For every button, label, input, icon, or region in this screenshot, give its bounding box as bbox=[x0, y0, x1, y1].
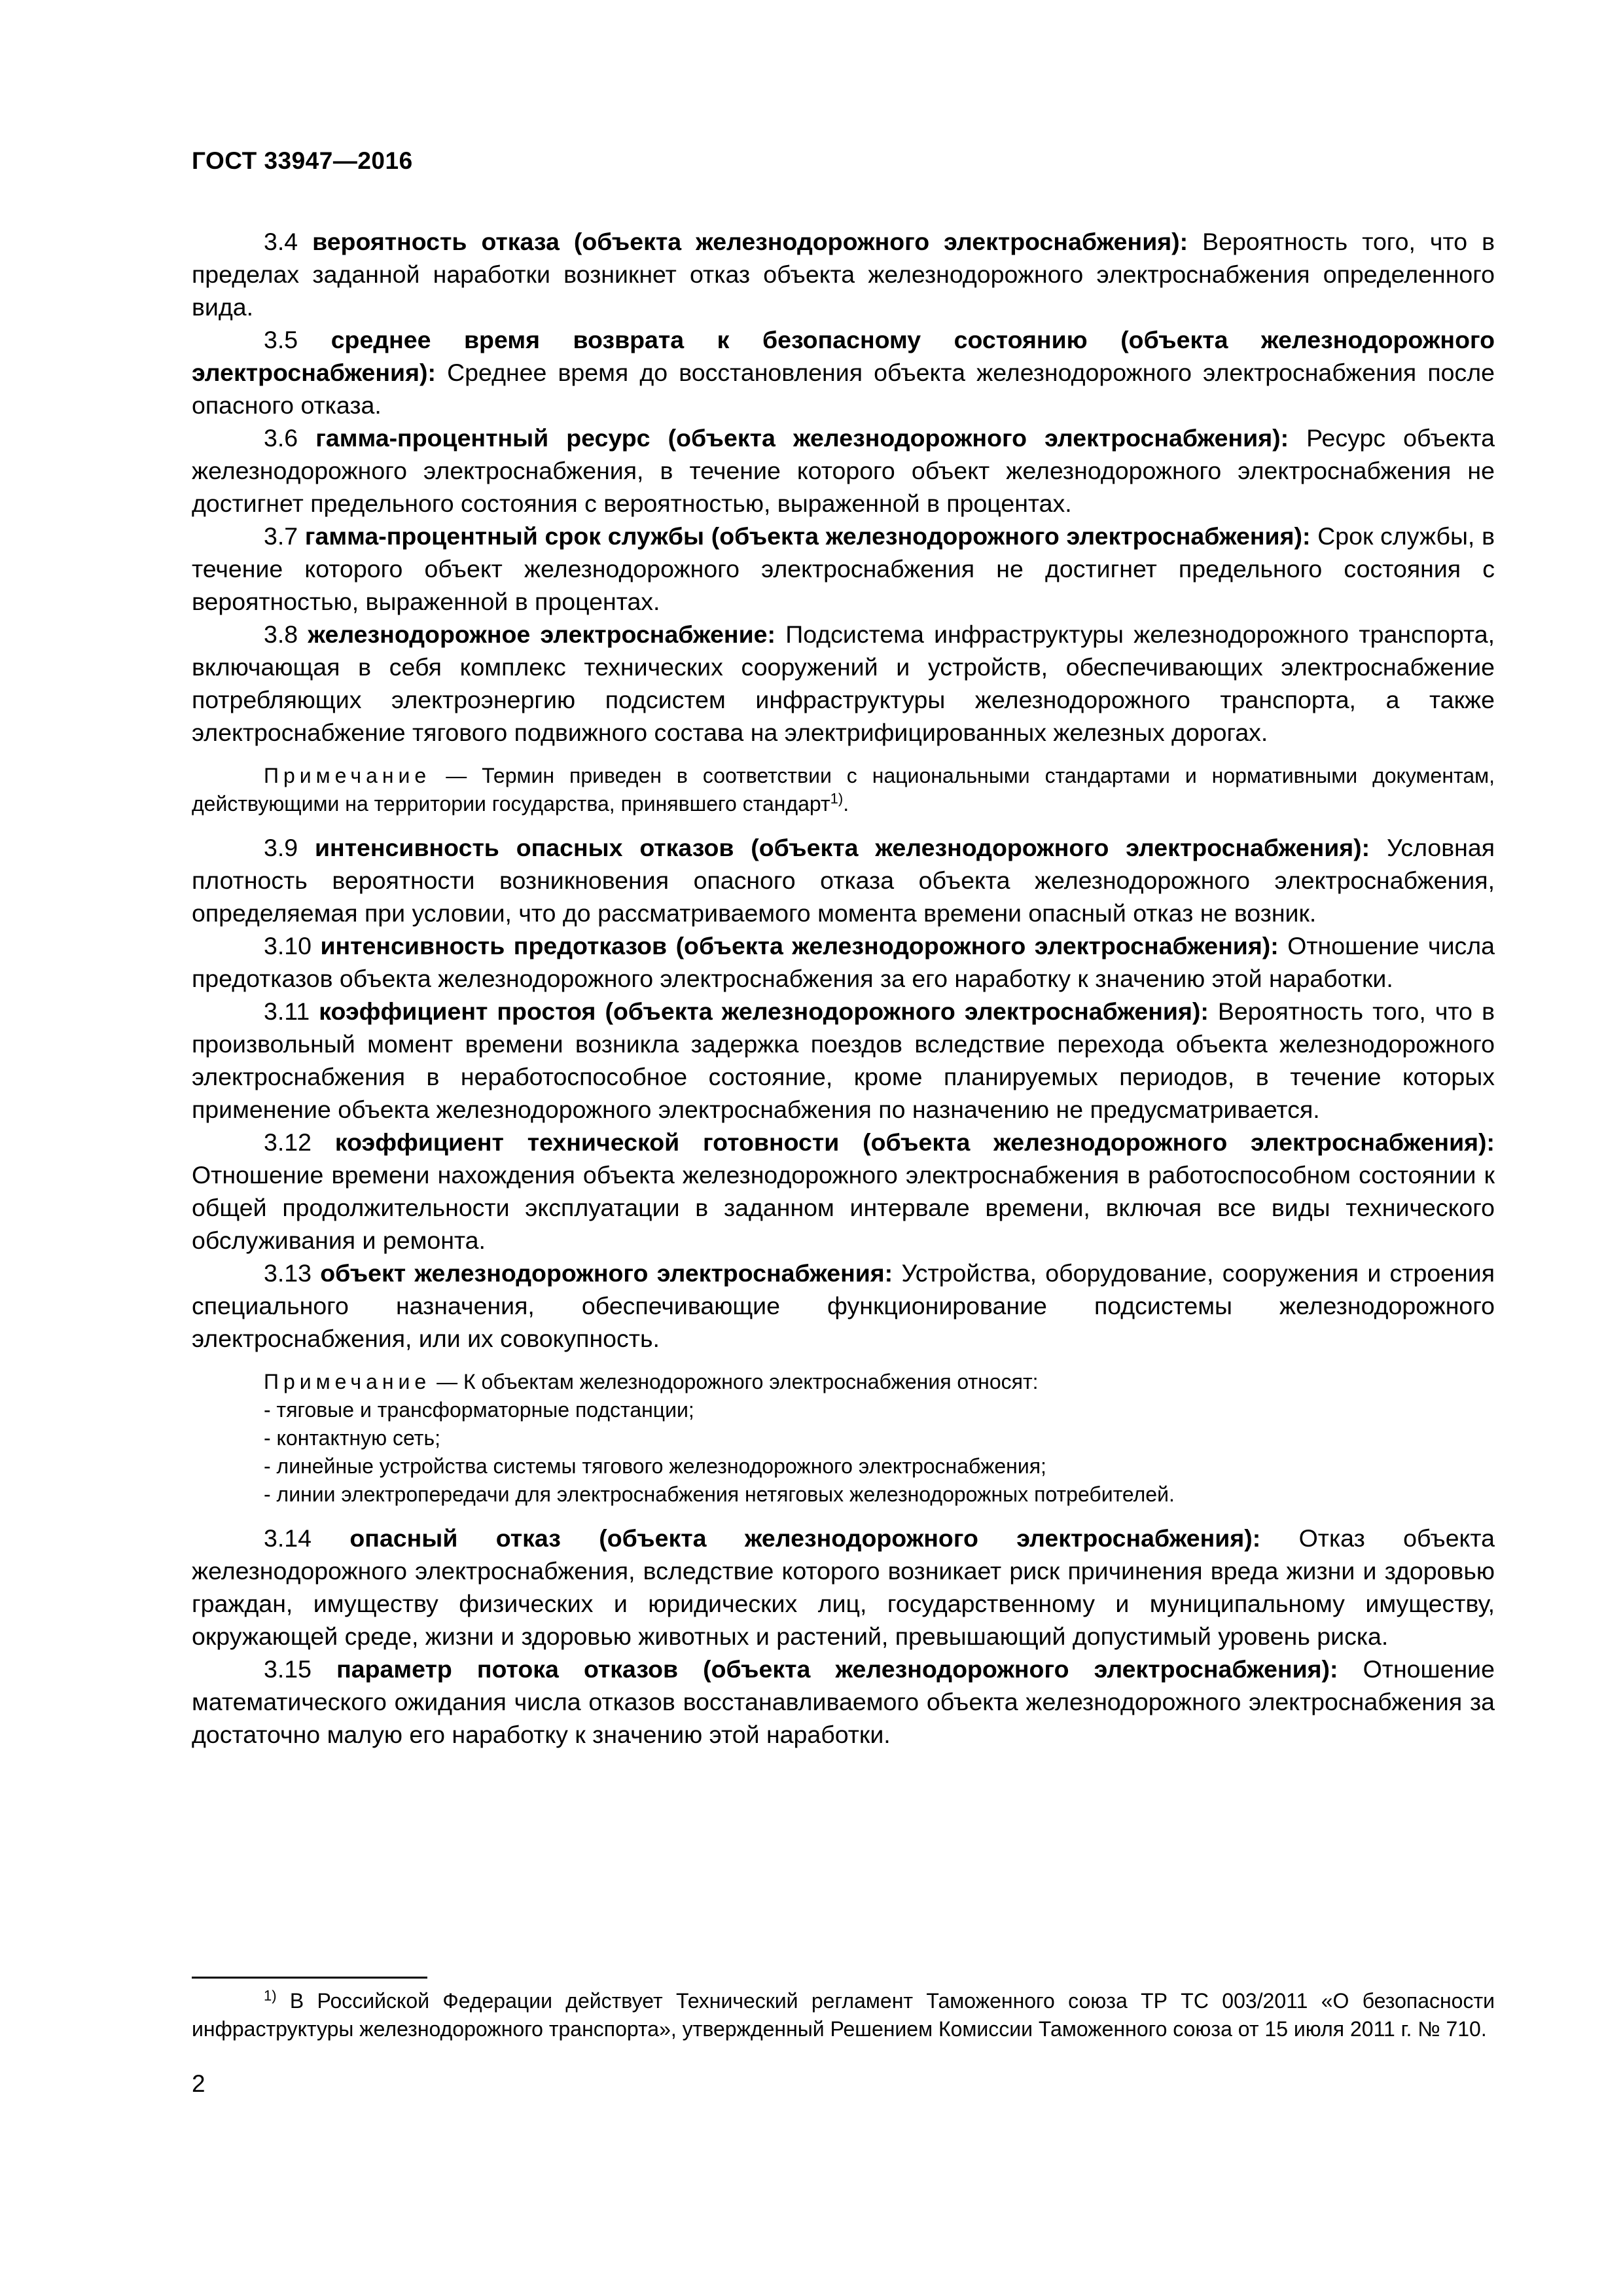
list-item: - контактную сеть; bbox=[264, 1426, 440, 1450]
footnote-mark: 1) bbox=[264, 1987, 277, 2004]
definition-term: объект железнодорожного электроснабжения: bbox=[320, 1259, 893, 1287]
definition-text: Срок службы, в течение которого объект железнодорожного электроснабжения не достигнет предельного состояния с вероятностью, выраженной в процентах. bbox=[192, 522, 1495, 615]
definitions-group-3 bbox=[192, 1522, 1495, 1751]
definition-number: 3.4 bbox=[264, 228, 298, 255]
definition-3-8 bbox=[192, 618, 1495, 749]
definition-term: гамма-процентный срок службы (объекта железнодорожного электроснабжения): bbox=[304, 522, 1311, 550]
list-item: - линейные устройства системы тягового железнодорожного электроснабжения; bbox=[264, 1454, 1046, 1478]
definition-term: опасный отказ (объекта железнодорожного электроснабжения): bbox=[349, 1524, 1261, 1552]
footnote-text: В Российской Федерации действует Технический регламент Таможенного союза ТР ТС 003/2011 «О безопасности инфраструктуры железнодорожного транспорта», утвержденный Решением Комиссии Таможенного союза от 15 июля 2011 г. № 710. bbox=[192, 1989, 1495, 2041]
definition-3-13 bbox=[192, 1257, 1495, 1355]
definition-3-5 bbox=[192, 323, 1495, 422]
definition-3-11 bbox=[192, 995, 1495, 1126]
definition-text: Среднее время до восстановления объекта железнодорожного электроснабжения после опасного отказа. bbox=[192, 359, 1495, 419]
definition-term: среднее время возврата к безопасному состоянию (объекта железнодорожного электроснабжения): bbox=[192, 326, 1495, 386]
note-end: . bbox=[843, 792, 849, 816]
definition-text: Отношение числа предотказов объекта железнодорожного электроснабжения за его наработку к значению этой наработки. bbox=[192, 932, 1495, 992]
definition-number: 3.9 bbox=[264, 834, 298, 861]
footnote-ref: 1) bbox=[830, 790, 844, 807]
note-2 bbox=[264, 1368, 1495, 1509]
document-body bbox=[192, 225, 1495, 1751]
definition-term: коэффициент технической готовности (объекта железнодорожного электроснабжения): bbox=[334, 1128, 1495, 1156]
definition-term: коэффициент простоя (объекта железнодорожного электроснабжения): bbox=[319, 997, 1209, 1025]
definition-3-6 bbox=[192, 422, 1495, 520]
definition-3-10 bbox=[192, 929, 1495, 995]
footnote-divider bbox=[192, 1977, 427, 1979]
definition-term: интенсивность предотказов (объекта железнодорожного электроснабжения): bbox=[320, 932, 1279, 960]
definition-text: Отношение времени нахождения объекта железнодорожного электроснабжения в работоспособном состоянии к общей продолжительности эксплуатации в заданном интервале времени, включая все виды технического обслуживания и ремонта. bbox=[192, 1161, 1495, 1254]
definition-3-7 bbox=[192, 520, 1495, 618]
note-1 bbox=[192, 762, 1495, 818]
definition-text: Условная плотность вероятности возникновения опасного отказа объекта железнодорожного электроснабжения, определяемая при условии, что до рассматриваемого момента времени опасный отказ не возник. bbox=[192, 834, 1495, 927]
definition-text: Вероятность того, что в произвольный момент времени возникла задержка поездов вследствие перехода объекта железнодорожного электроснабжения в неработоспособное состояние, кроме планируемых периодов, в течение которых применение объекта железнодорожного электроснабжения по назначению не предусматривается. bbox=[192, 997, 1495, 1123]
footnote bbox=[192, 1987, 1495, 2043]
definition-3-15 bbox=[192, 1653, 1495, 1751]
note-list bbox=[264, 1396, 1495, 1509]
definition-3-12 bbox=[192, 1126, 1495, 1257]
definition-text: Устройства, оборудование, сооружения и строения специального назначения, обеспечивающие функционирование подсистемы железнодорожного электроснабжения, или их совокупность. bbox=[192, 1259, 1495, 1352]
definition-text: Подсистема инфраструктуры железнодорожного транспорта, включающая в себя комплекс технических сооружений и устройств, обеспечивающих электроснабжение потребляющих электроэнергию подсистем инфраструктуры железнодорожного транспорта, а также электроснабжение тягового подвижного состава на электрифицированных железных дорогах. bbox=[192, 620, 1495, 746]
definition-text: Вероятность того, что в пределах заданной наработки возникнет отказ объекта железнодорожного электроснабжения определенного вида. bbox=[192, 228, 1495, 321]
definition-term: интенсивность опасных отказов (объекта железнодорожного электроснабжения): bbox=[314, 834, 1370, 861]
definition-text: Отказ объекта железнодорожного электроснабжения, вследствие которого возникает риск причинения вреда жизни и здоровью граждан, имуществу физических и юридических лиц, государственному и муниципальному имуществу, окружающей среде, жизни и здоровью животных и растений, превышающий допустимый уровень риска. bbox=[192, 1524, 1495, 1650]
definition-number: 3.12 bbox=[264, 1128, 312, 1156]
definition-term: железнодорожное электроснабжение: bbox=[308, 620, 776, 648]
definition-text: Отношение математического ожидания числа отказов восстанавливаемого объекта железнодорожного электроснабжения за достаточно малую его наработку к значению этой наработки. bbox=[192, 1655, 1495, 1748]
list-item: - тяговые и трансформаторные подстанции; bbox=[264, 1398, 694, 1422]
definition-number: 3.14 bbox=[264, 1524, 312, 1552]
definition-text: Ресурс объекта железнодорожного электроснабжения, в течение которого объект железнодорожного электроснабжения не достигнет предельного состояния с вероятностью, выраженной в процентах. bbox=[192, 424, 1495, 517]
definition-number: 3.7 bbox=[264, 522, 298, 550]
definition-number: 3.6 bbox=[264, 424, 298, 452]
note-label: Примечание bbox=[264, 1370, 431, 1393]
page-number: 2 bbox=[192, 2070, 205, 2097]
definition-number: 3.5 bbox=[264, 326, 298, 353]
list-item: - линии электропередачи для электроснабжения нетяговых железнодорожных потребителей. bbox=[264, 1482, 1175, 1506]
note-text: — Термин приведен в соответствии с национальными стандартами и нормативными документам, действующими на территории государства, принявшего стандарт bbox=[192, 764, 1495, 816]
definition-3-4 bbox=[192, 225, 1495, 323]
document-header: ГОСТ 33947—2016 bbox=[192, 147, 413, 174]
definition-number: 3.8 bbox=[264, 620, 298, 648]
definition-number: 3.13 bbox=[264, 1259, 312, 1287]
definition-number: 3.15 bbox=[264, 1655, 312, 1683]
definitions-group-2 bbox=[192, 831, 1495, 1355]
definition-3-14 bbox=[192, 1522, 1495, 1653]
definitions-group-1 bbox=[192, 225, 1495, 749]
definition-3-9 bbox=[192, 831, 1495, 929]
definition-number: 3.11 bbox=[264, 997, 310, 1025]
definition-term: гамма-процентный ресурс (объекта железнодорожного электроснабжения): bbox=[315, 424, 1289, 452]
definition-number: 3.10 bbox=[264, 932, 312, 960]
note-label: Примечание bbox=[264, 764, 431, 787]
definition-term: вероятность отказа (объекта железнодорожного электроснабжения): bbox=[312, 228, 1188, 255]
definition-term: параметр потока отказов (объекта железнодорожного электроснабжения): bbox=[336, 1655, 1338, 1683]
note-text: — К объектам железнодорожного электроснабжения относят: bbox=[437, 1370, 1039, 1393]
